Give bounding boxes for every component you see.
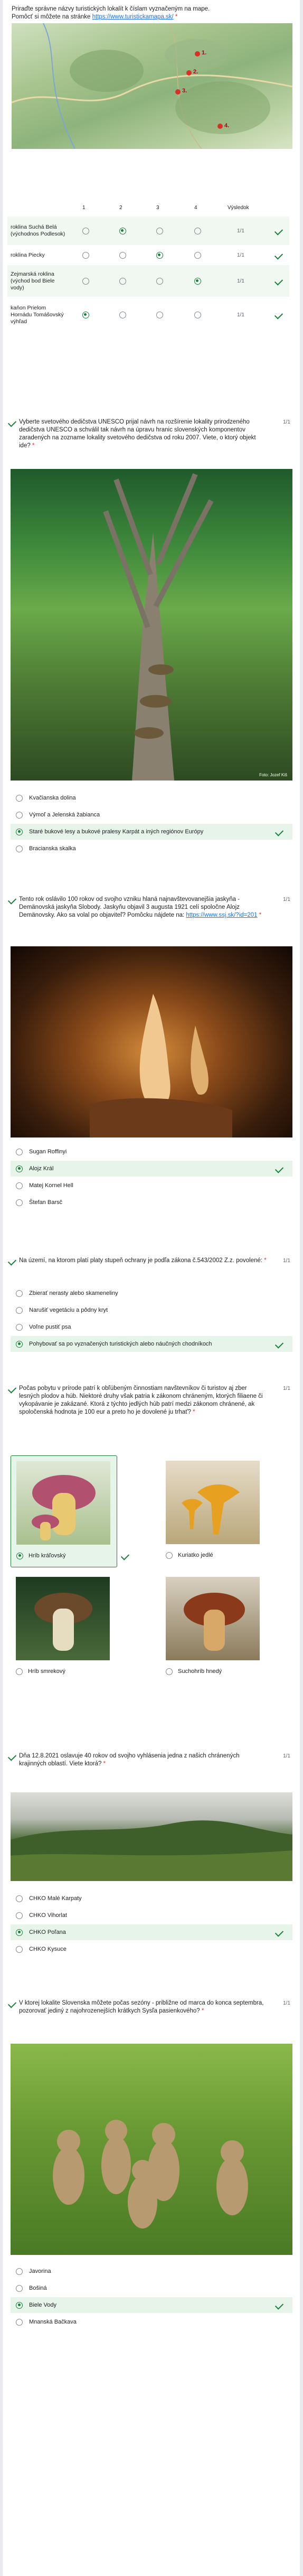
correct-check-icon [275,828,283,836]
grid-row [7,246,289,264]
required-asterisk: * [175,14,178,20]
option-label: Alojz Král [29,1165,54,1172]
option-label: Bošiná [29,2285,47,2291]
map-marker-label: 4. [224,123,230,129]
correct-check-icon [121,1552,129,1560]
radio-button[interactable] [194,252,201,259]
grid-row-label: kaňon Prielom Hornádu Tomášovský výhľad [11,304,64,325]
map-marker-label: 1. [202,50,207,56]
souslik-photo [11,2044,292,2255]
correct-check-icon [275,1340,283,1348]
option-row[interactable] [11,1285,292,1301]
correct-check-icon [274,227,283,235]
mushroom-photo-spruce [16,1577,110,1660]
radio-button[interactable] [156,278,163,285]
radio-button[interactable] [194,278,201,285]
radio-button[interactable] [119,278,126,285]
question-score: 1/1 [283,897,290,902]
option-row[interactable] [11,1891,292,1906]
grid-cell [192,312,203,318]
page-left-border [0,0,3,2576]
option-label: CHKO Vihorlat [29,1912,67,1919]
radio-button[interactable] [16,2302,23,2309]
map-image [12,23,292,149]
option-row[interactable] [11,790,292,806]
option-label: Zbierať nerasty alebo skameneliny [29,1290,118,1296]
option-label: Pohybovať sa po vyznačených turistických alebo náučných chodníkoch [29,1341,212,1347]
question-text: Vyberte svetového dedičstva UNESCO prijal návrh na rozšírenie lokality prirodzeného dedičstva UNESCO a schválil tak návrh na úpravu hranic slovenských komponentov zaradených na zozname lokality svetového dedičstva od roku 2007. Viete, o ktorý objekt ide? * [19,419,256,449]
radio-button[interactable] [82,228,89,234]
question-map [7,0,297,325]
radio-button[interactable] [16,1929,23,1936]
correct-check-icon [8,896,16,904]
option-row[interactable] [11,841,292,857]
radio-button[interactable] [16,845,23,852]
grid-cell [80,252,91,259]
option-label: Suchohríb hnedý [178,1668,222,1675]
option-label: Sugan Roffinyi [29,1149,67,1155]
radio-button[interactable] [16,1341,23,1348]
radio-button[interactable] [119,312,126,318]
correct-check-icon [274,311,283,319]
radio-button[interactable] [156,252,163,259]
option-label: Javorina [29,2268,51,2274]
radio-button[interactable] [16,812,23,819]
mushroom-card [160,1455,266,1566]
option-label: Hríb kráľovský [29,1553,66,1559]
option-label: Bracianska skalka [29,845,76,852]
option-label: CHKO Poľana [29,1929,66,1935]
row-score: 1/1 [237,278,244,284]
question-text: Na území, na ktorom platí platy stupeň ochrany je podľa zákona č.543/2002 Z.z. povolené: * [19,1257,267,1264]
photo-caption: Foto: Jozef Kiš [259,773,287,777]
option-label: Štefan Barsč [29,1199,62,1206]
row-score: 1/1 [237,228,244,234]
correct-check-icon [275,1928,283,1936]
radio-button[interactable] [156,312,163,318]
option-row[interactable] [11,2314,292,2330]
option-label: Matej Kornel Hell [29,1182,73,1189]
grid-cell [117,312,128,318]
option-row[interactable] [11,824,292,840]
radio-button[interactable] [16,1149,23,1155]
page-right-border [300,0,303,2576]
option-row[interactable] [11,2280,292,2296]
question-text: Dňa 12.8.2021 oslavuje 40 rokov od svojho vyhlásenia jedna z našich chránených krajinných oblastí. Viete ktorá? * [19,1753,240,1767]
option-label: Mnanská Bačkava [29,2319,77,2325]
option-row[interactable] [11,1302,292,1318]
option-row[interactable] [11,1907,292,1923]
row-score: 1/1 [237,252,244,258]
radio-button[interactable] [16,1290,23,1297]
question-score: 1/1 [283,1386,290,1392]
option-row[interactable] [14,1548,81,1564]
map-marker-label: 3. [182,88,187,94]
option-label: Hríb smrekový [28,1668,65,1675]
radio-button[interactable] [16,1165,23,1172]
mushroom-photo-royal [16,1461,110,1545]
radio-button[interactable] [194,312,201,318]
radio-button[interactable] [82,252,89,259]
grid-row-label: Zejmarská roklina (východ bod Biele vody) [11,270,55,291]
correct-check-icon [8,418,16,427]
question-text: Priraďte správne názvy turistických lokalít k číslam vyznačeným na mape. Pomôcť si môžete na stránke https://www.turistickamapa.sk/ * [12,6,210,20]
option-row[interactable] [11,2297,292,2313]
radio-button[interactable] [194,228,201,234]
help-link[interactable]: https://www.ssj.sk/?id=201 [186,912,258,918]
correct-check-icon [8,1257,16,1265]
option-row[interactable] [11,1924,292,1940]
grid-cell [192,252,203,259]
option-row[interactable] [11,1178,292,1193]
grid-cell [154,228,165,234]
option-row[interactable] [11,1144,292,1160]
radio-button[interactable] [166,1668,173,1675]
option-row[interactable] [164,1547,213,1563]
map-link[interactable]: https://www.turistickamapa.sk/ [92,14,174,20]
radio-button[interactable] [82,312,89,318]
radio-button[interactable] [119,228,126,234]
grid-row [7,217,289,245]
map-terrain [12,23,292,149]
grid-cell [117,252,128,259]
option-row[interactable] [11,1195,292,1210]
landscape-photo [11,1792,292,1881]
map-marker-label: 2. [193,69,198,75]
beech-tree-photo [11,469,292,781]
option-row[interactable] [11,2263,292,2279]
mushroom-card [160,1572,266,1682]
grid-column-header: 4 [194,205,197,211]
option-row[interactable] [164,1663,222,1679]
grid-cell [154,278,165,285]
question-text: Počas pobytu v prírode patrí k obľúbeným činnostiam navštevníkov či turistov aj zber lesných plodov a húb. Niektoré druhy však patria k zákonom chráneným, ktorých filiaene či vykopávanie je zakázané. Ktorá z týchto jedlých húb patrí medzi zákonom chránené, ak spoločenská hodnota je 100 eur a preto ho je dovolené ju trhať? * [19,1385,263,1415]
radio-button[interactable] [16,795,23,802]
mushroom-photo-bay [166,1577,260,1660]
option-label: CHKO Kysuce [29,1946,67,1952]
grid-cell [154,252,165,259]
correct-check-icon [8,1385,16,1393]
radio-button[interactable] [82,278,89,285]
radio-button[interactable] [16,1324,23,1331]
grid-cell [117,228,128,234]
question-score: 1/1 [283,419,290,425]
mushroom-photo-chanterelle [166,1461,260,1544]
radio-button[interactable] [16,1182,23,1189]
question-score: 1/1 [283,2000,290,2006]
correct-check-icon [8,1999,16,2008]
option-row[interactable] [11,1319,292,1335]
radio-button[interactable] [16,1912,23,1919]
option-label: Staré bukové lesy a bukové pralesy Karpát a iných regiónov Európy [29,829,204,835]
radio-button[interactable] [16,1553,23,1559]
radio-button[interactable] [119,252,126,259]
row-score: 1/1 [237,312,244,318]
correct-check-icon [274,251,283,259]
option-label: Výmoľ a Jelenská žabianca [29,812,100,818]
grid-cell [80,228,91,234]
mushroom-card [11,1455,117,1567]
mushroom-card [11,1572,116,1682]
grid-column-header: Výsledok [228,205,249,211]
grid-row [7,265,289,297]
question-score: 1/1 [283,1258,290,1264]
grid-cell [80,312,91,318]
grid-column-header: 1 [82,205,86,211]
question-text: Tento rok oslávilo 100 rokov od svojho vzniku hlaná najnavštevovanejšia jaskyňa - Demänovská jaskyňa Slobody. Jaskyňu objavil 3 augusta 1921 celí spoločne Alojz Demänovsky. Ako sa volal po objaviteľ? Pomôcku nájdete na: https://www.ssj.sk/?id=201 * [19,896,262,918]
grid-column-header: 3 [156,205,159,211]
correct-check-icon [275,1164,283,1173]
option-label: Biele Vody [29,2302,56,2308]
option-row[interactable] [11,1336,292,1352]
grid-column-header: 2 [119,205,122,211]
radio-button[interactable] [16,1946,23,1953]
option-label: Kvačianska dolina [29,795,76,801]
radio-button[interactable] [16,2285,23,2292]
option-label: Kuriatko jedlé [178,1552,213,1558]
option-row[interactable] [11,1941,292,1957]
grid-row [7,298,289,332]
grid-cell [117,278,128,285]
option-row[interactable] [11,807,292,823]
grid-row-label: roklina Suchá Belá (východnos Podlesok) [11,224,65,237]
option-row[interactable] [11,1161,292,1177]
radio-button[interactable] [166,1552,173,1559]
radio-button[interactable] [16,1307,23,1314]
option-label: CHKO Malé Karpaty [29,1895,82,1902]
grid-cell [192,278,203,285]
radio-button[interactable] [16,1199,23,1206]
radio-button[interactable] [16,2319,23,2326]
option-row[interactable] [14,1663,65,1679]
correct-check-icon [274,277,283,285]
correct-check-icon [8,1752,16,1761]
radio-button[interactable] [16,2268,23,2275]
question-score: 1/1 [283,1753,290,1759]
grid-cell [192,228,203,234]
question-text: V ktorej lokalite Slovenska môžete počas sezóny - približne od marca do konca septembra, pozorovať jediný z najohrozenejších krátkych Sysľa pasienkového? * [19,2000,264,2014]
radio-button[interactable] [16,1895,23,1902]
grid-cell [154,312,165,318]
radio-button[interactable] [16,1668,23,1675]
radio-button[interactable] [156,228,163,234]
cave-photo [11,946,292,1137]
correct-check-icon [275,2301,283,2309]
option-label: Voľne pustiť psa [29,1324,71,1330]
radio-button[interactable] [16,829,23,835]
grid-row-label: roklina Piecky [11,251,45,258]
grid-cell [80,278,91,285]
option-label: Narušiť vegetáciu a pôdny kryt [29,1307,108,1313]
